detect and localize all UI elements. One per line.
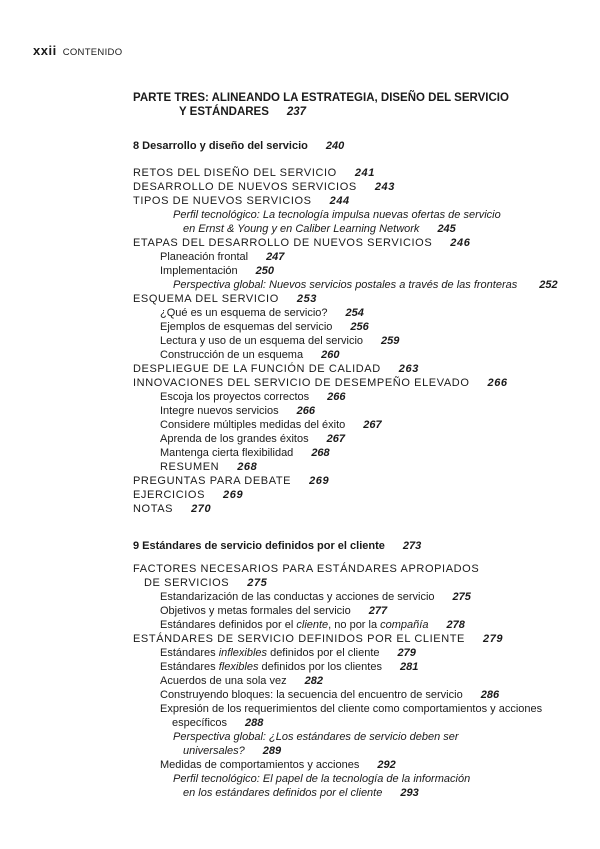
toc-entry-line2[interactable]: DE SERVICIOS 275 bbox=[144, 577, 268, 589]
toc-subentry[interactable]: Ejemplos de esquemas del servicio 256 bbox=[160, 321, 369, 333]
toc-entry[interactable]: PREGUNTAS PARA DEBATE 269 bbox=[133, 475, 330, 487]
toc-box-entry[interactable]: Perspectiva global: Nuevos servicios postales a través de las fronteras 252 bbox=[173, 279, 558, 291]
toc-subentry[interactable]: Estándares definidos por el cliente, no por la compañía 278 bbox=[160, 619, 465, 631]
toc-entry[interactable]: TIPOS DE NUEVOS SERVICIOS 244 bbox=[133, 195, 350, 207]
toc-subentry[interactable]: Mantenga cierta flexibilidad 268 bbox=[160, 447, 330, 459]
running-header bbox=[33, 42, 122, 60]
toc-box-entry[interactable]: Perfil tecnológico: El papel de la tecnología de la información bbox=[173, 773, 471, 785]
toc-entry[interactable]: DESARROLLO DE NUEVOS SERVICIOS 243 bbox=[133, 181, 395, 193]
toc-subentry[interactable]: Objetivos y metas formales del servicio 277 bbox=[160, 605, 388, 617]
toc-entry[interactable]: ESQUEMA DEL SERVICIO 253 bbox=[133, 293, 318, 305]
toc-subentry[interactable]: Estandarización de las conductas y acciones de servicio 275 bbox=[160, 591, 471, 603]
toc-subentry[interactable]: RESUMEN 268 bbox=[160, 461, 258, 473]
toc-subentry[interactable]: Estándares flexibles definidos por los clientes 281 bbox=[160, 661, 419, 673]
toc-subentry[interactable]: Integre nuevos servicios 266 bbox=[160, 405, 315, 417]
page-ref: 240 bbox=[325, 140, 345, 152]
toc-box-entry-line2[interactable]: en Ernst & Young y en Caliber Learning Network 245 bbox=[183, 223, 456, 235]
page-ref: 237 bbox=[286, 106, 307, 118]
toc-subentry[interactable]: Construcción de un esquema 260 bbox=[160, 349, 340, 361]
toc-subentry[interactable]: Medidas de comportamientos y acciones 292 bbox=[160, 759, 396, 771]
page-number: xxii bbox=[33, 43, 57, 58]
part-title-line2: Y ESTÁNDARES 237 bbox=[179, 106, 307, 118]
toc-subentry[interactable]: Estándares inflexibles definidos por el cliente 279 bbox=[160, 647, 416, 659]
toc-subentry[interactable]: Lectura y uso de un esquema del servicio 259 bbox=[160, 335, 400, 347]
chapter-8-title[interactable]: 8 Desarrollo y diseño del servicio 240 bbox=[133, 140, 345, 152]
toc-subentry[interactable]: Escoja los proyectos correctos 266 bbox=[160, 391, 346, 403]
toc-box-entry[interactable]: Perfil tecnológico: La tecnología impulsa nuevas ofertas de servicio bbox=[173, 209, 501, 221]
toc-entry[interactable]: DESPLIEGUE DE LA FUNCIÓN DE CALIDAD 263 bbox=[133, 363, 419, 375]
toc-entry[interactable]: INNOVACIONES DEL SERVICIO DE DESEMPEÑO ELEVADO 266 bbox=[133, 377, 508, 389]
toc-subentry[interactable]: Acuerdos de una sola vez 282 bbox=[160, 675, 323, 687]
toc-entry[interactable]: EJERCICIOS 269 bbox=[133, 489, 244, 501]
toc-entry[interactable]: ESTÁNDARES DE SERVICIO DEFINIDOS POR EL CLIENTE 279 bbox=[133, 633, 504, 645]
toc-subentry[interactable]: ¿Qué es un esquema de servicio? 254 bbox=[160, 307, 364, 319]
part-title: PARTE TRES: ALINEANDO LA ESTRATEGIA, DISEÑO DEL SERVICIO bbox=[133, 92, 509, 104]
toc-subentry[interactable]: Expresión de los requerimientos del cliente como comportamientos y acciones bbox=[160, 703, 543, 715]
page-ref: 273 bbox=[402, 540, 422, 552]
toc-entry[interactable]: NOTAS 270 bbox=[133, 503, 212, 515]
toc-subentry[interactable]: Aprenda de los grandes éxitos 267 bbox=[160, 433, 345, 445]
toc-entry[interactable]: FACTORES NECESARIOS PARA ESTÁNDARES APROPIADOS bbox=[133, 563, 480, 575]
toc-subentry[interactable]: Implementación 250 bbox=[160, 265, 275, 277]
toc-subentry[interactable]: Considere múltiples medidas del éxito 267 bbox=[160, 419, 382, 431]
toc-entry[interactable]: RETOS DEL DISEÑO DEL SERVICIO 241 bbox=[133, 167, 375, 179]
toc-box-entry-line2[interactable]: en los estándares definidos por el cliente 293 bbox=[183, 787, 419, 799]
toc-subentry[interactable]: Construyendo bloques: la secuencia del encuentro de servicio 286 bbox=[160, 689, 500, 701]
toc-entry[interactable]: ETAPAS DEL DESARROLLO DE NUEVOS SERVICIOS 246 bbox=[133, 237, 471, 249]
toc-box-entry-line2[interactable]: universales? 289 bbox=[183, 745, 282, 757]
toc-subentry-line2[interactable]: específicos 288 bbox=[172, 717, 264, 729]
toc-subentry[interactable]: Planeación frontal 247 bbox=[160, 251, 285, 263]
chapter-9-title[interactable]: 9 Estándares de servicio definidos por el cliente 273 bbox=[133, 540, 422, 552]
running-title: CONTENIDO bbox=[62, 47, 123, 58]
toc-box-entry[interactable]: Perspectiva global: ¿Los estándares de servicio deben ser bbox=[173, 731, 459, 743]
